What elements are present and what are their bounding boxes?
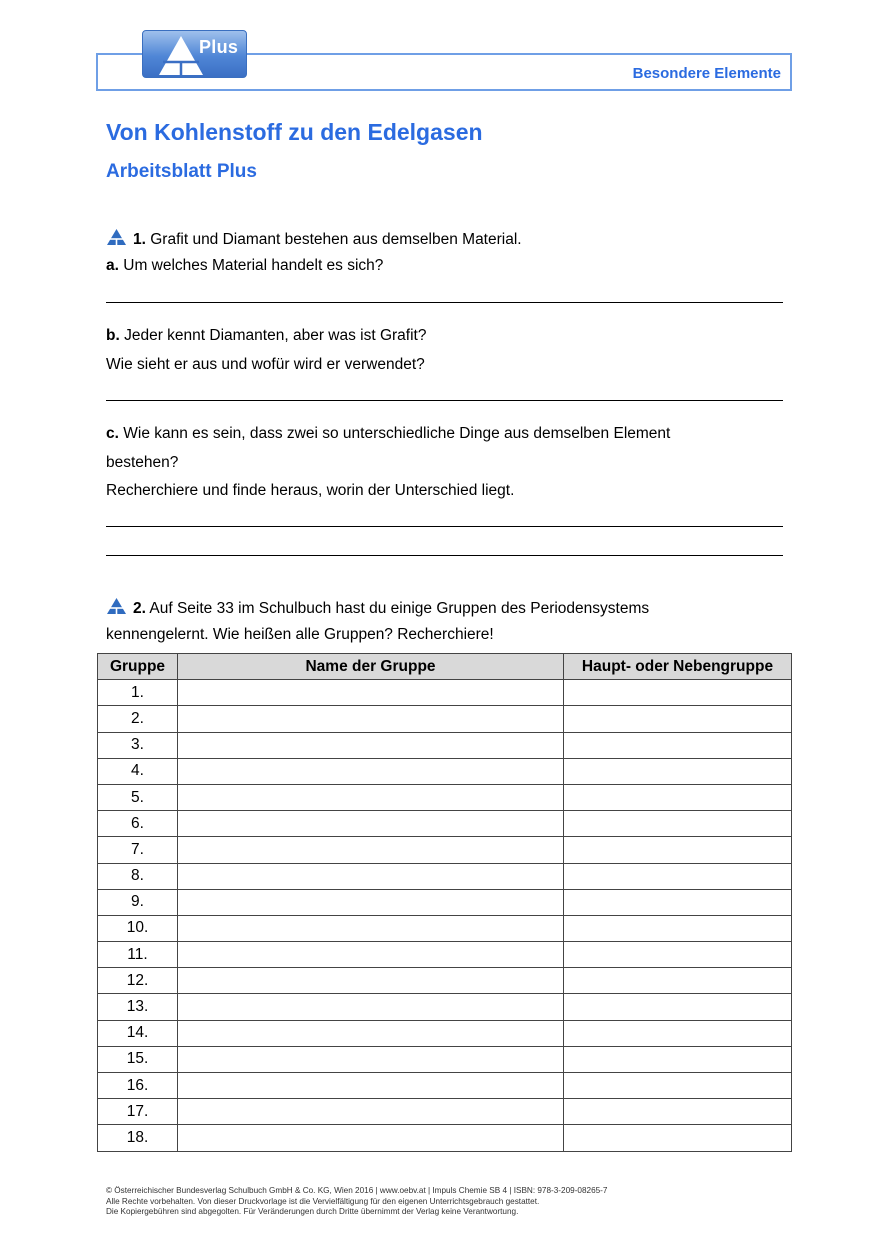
group-type-cell[interactable]	[564, 680, 792, 706]
group-number-cell: 10.	[98, 915, 178, 941]
group-number-cell: 18.	[98, 1125, 178, 1151]
table-row	[98, 942, 792, 968]
task1-intro-text: Grafit und Diamant bestehen aus demselben Material.	[145, 231, 522, 248]
group-type-cell[interactable]	[564, 1099, 792, 1125]
group-name-cell[interactable]	[178, 915, 564, 941]
section-label: Besondere Elemente	[632, 65, 781, 82]
task2-intro	[106, 597, 649, 618]
group-name-cell[interactable]	[178, 1020, 564, 1046]
logo-text: Plus	[199, 37, 239, 57]
page-subtitle: Arbeitsblatt Plus	[106, 161, 257, 182]
group-type-cell[interactable]	[564, 915, 792, 941]
answer-line-c2[interactable]	[106, 555, 783, 556]
group-number-cell: 5.	[98, 784, 178, 810]
table-row	[98, 1099, 792, 1125]
task2-number: 2.	[133, 600, 146, 617]
answer-line-c1[interactable]	[106, 526, 783, 527]
task1b-question	[106, 327, 426, 345]
table-header-row	[98, 654, 792, 680]
group-number-cell: 13.	[98, 994, 178, 1020]
table-row	[98, 863, 792, 889]
group-type-cell[interactable]	[564, 1020, 792, 1046]
footer-rights: Alle Rechte vorbehalten. Von dieser Druckvorlage ist die Vervielfältigung für den eigenen Unterrichtsgebrauch gestattet.	[106, 1196, 540, 1206]
answer-line-a[interactable]	[106, 302, 783, 303]
table-row	[98, 1073, 792, 1099]
group-name-cell[interactable]	[178, 863, 564, 889]
plus-logo	[142, 30, 247, 78]
task1-number: 1.	[133, 231, 146, 248]
group-type-cell[interactable]	[564, 889, 792, 915]
group-number-cell: 16.	[98, 1073, 178, 1099]
column-header-name: Name der Gruppe	[178, 654, 564, 680]
table-row	[98, 1046, 792, 1072]
group-name-cell[interactable]	[178, 889, 564, 915]
group-name-cell[interactable]	[178, 706, 564, 732]
group-name-cell[interactable]	[178, 784, 564, 810]
group-name-cell[interactable]	[178, 811, 564, 837]
task2-text: Auf Seite 33 im Schulbuch hast du einige Gruppen des Periodensystems	[145, 600, 650, 617]
task1b-question-2: Wie sieht er aus und wofür wird er verwendet?	[106, 356, 425, 373]
footer-fees: Die Kopiergebühren sind abgegolten. Für Veränderungen durch Dritte übernimmt der Verlag keine Verantwortung.	[106, 1207, 519, 1216]
group-number-cell: 3.	[98, 732, 178, 758]
group-type-cell[interactable]	[564, 1073, 792, 1099]
group-number-cell: 15.	[98, 1046, 178, 1072]
table-row	[98, 758, 792, 784]
task2-text-2: kennengelernt. Wie heißen alle Gruppen? Recherchiere!	[106, 626, 494, 643]
table-row	[98, 968, 792, 994]
group-number-cell: 9.	[98, 889, 178, 915]
table-row	[98, 994, 792, 1020]
group-type-cell[interactable]	[564, 1046, 792, 1072]
group-name-cell[interactable]	[178, 942, 564, 968]
group-number-cell: 1.	[98, 680, 178, 706]
table-body	[98, 680, 792, 1151]
table-row	[98, 784, 792, 810]
plus-task-icon	[106, 228, 127, 246]
group-number-cell: 7.	[98, 837, 178, 863]
group-type-cell[interactable]	[564, 811, 792, 837]
task1c-text: Wie kann es sein, dass zwei so unterschiedliche Dinge aus demselben Element	[118, 425, 671, 442]
group-number-cell: 6.	[98, 811, 178, 837]
group-type-cell[interactable]	[564, 942, 792, 968]
table-row	[98, 680, 792, 706]
group-name-cell[interactable]	[178, 680, 564, 706]
task1a-label: a.	[106, 257, 119, 274]
group-type-cell[interactable]	[564, 732, 792, 758]
group-number-cell: 11.	[98, 942, 178, 968]
task1c-question	[106, 425, 670, 443]
column-header-haupt-neben: Haupt- oder Nebengruppe	[564, 654, 792, 680]
task1a-question	[106, 257, 383, 275]
group-type-cell[interactable]	[564, 706, 792, 732]
page-title: Von Kohlenstoff zu den Edelgasen	[106, 119, 483, 145]
table-row	[98, 837, 792, 863]
task1b-label: b.	[106, 327, 120, 344]
group-type-cell[interactable]	[564, 968, 792, 994]
table-row	[98, 1125, 792, 1151]
task1b-text: Jeder kennt Diamanten, aber was ist Grafit?	[119, 327, 427, 344]
group-number-cell: 4.	[98, 758, 178, 784]
task1c-question-3: Recherchiere und finde heraus, worin der Unterschied liegt.	[106, 482, 515, 499]
table-row	[98, 1020, 792, 1046]
group-name-cell[interactable]	[178, 1046, 564, 1072]
task1c-question-2: bestehen?	[106, 454, 179, 471]
group-name-cell[interactable]	[178, 758, 564, 784]
group-type-cell[interactable]	[564, 758, 792, 784]
group-name-cell[interactable]	[178, 837, 564, 863]
groups-table	[97, 653, 792, 1152]
table-row	[98, 706, 792, 732]
group-name-cell[interactable]	[178, 994, 564, 1020]
group-number-cell: 2.	[98, 706, 178, 732]
group-name-cell[interactable]	[178, 1073, 564, 1099]
footer-copyright: © Österreichischer Bundesverlag Schulbuch GmbH & Co. KG, Wien 2016 | www.oebv.at | Impuls Chemie SB 4 | ISBN: 978-3-209-08265-7	[106, 1186, 608, 1195]
group-number-cell: 12.	[98, 968, 178, 994]
group-name-cell[interactable]	[178, 732, 564, 758]
footer	[106, 1186, 607, 1218]
table-row	[98, 811, 792, 837]
table-row	[98, 889, 792, 915]
answer-line-b[interactable]	[106, 400, 783, 401]
group-number-cell: 17.	[98, 1099, 178, 1125]
group-type-cell[interactable]	[564, 994, 792, 1020]
group-number-cell: 14.	[98, 1020, 178, 1046]
group-type-cell[interactable]	[564, 1125, 792, 1151]
group-name-cell[interactable]	[178, 968, 564, 994]
group-type-cell[interactable]	[564, 837, 792, 863]
plus-task-icon	[106, 597, 127, 615]
table-row	[98, 732, 792, 758]
task1a-text: Um welches Material handelt es sich?	[118, 257, 384, 274]
group-name-cell[interactable]	[178, 1099, 564, 1125]
column-header-gruppe: Gruppe	[98, 654, 178, 680]
group-number-cell: 8.	[98, 863, 178, 889]
group-name-cell[interactable]	[178, 1125, 564, 1151]
group-type-cell[interactable]	[564, 863, 792, 889]
task1c-label: c.	[106, 425, 119, 442]
group-type-cell[interactable]	[564, 784, 792, 810]
table-row	[98, 915, 792, 941]
task1-intro	[106, 228, 522, 249]
